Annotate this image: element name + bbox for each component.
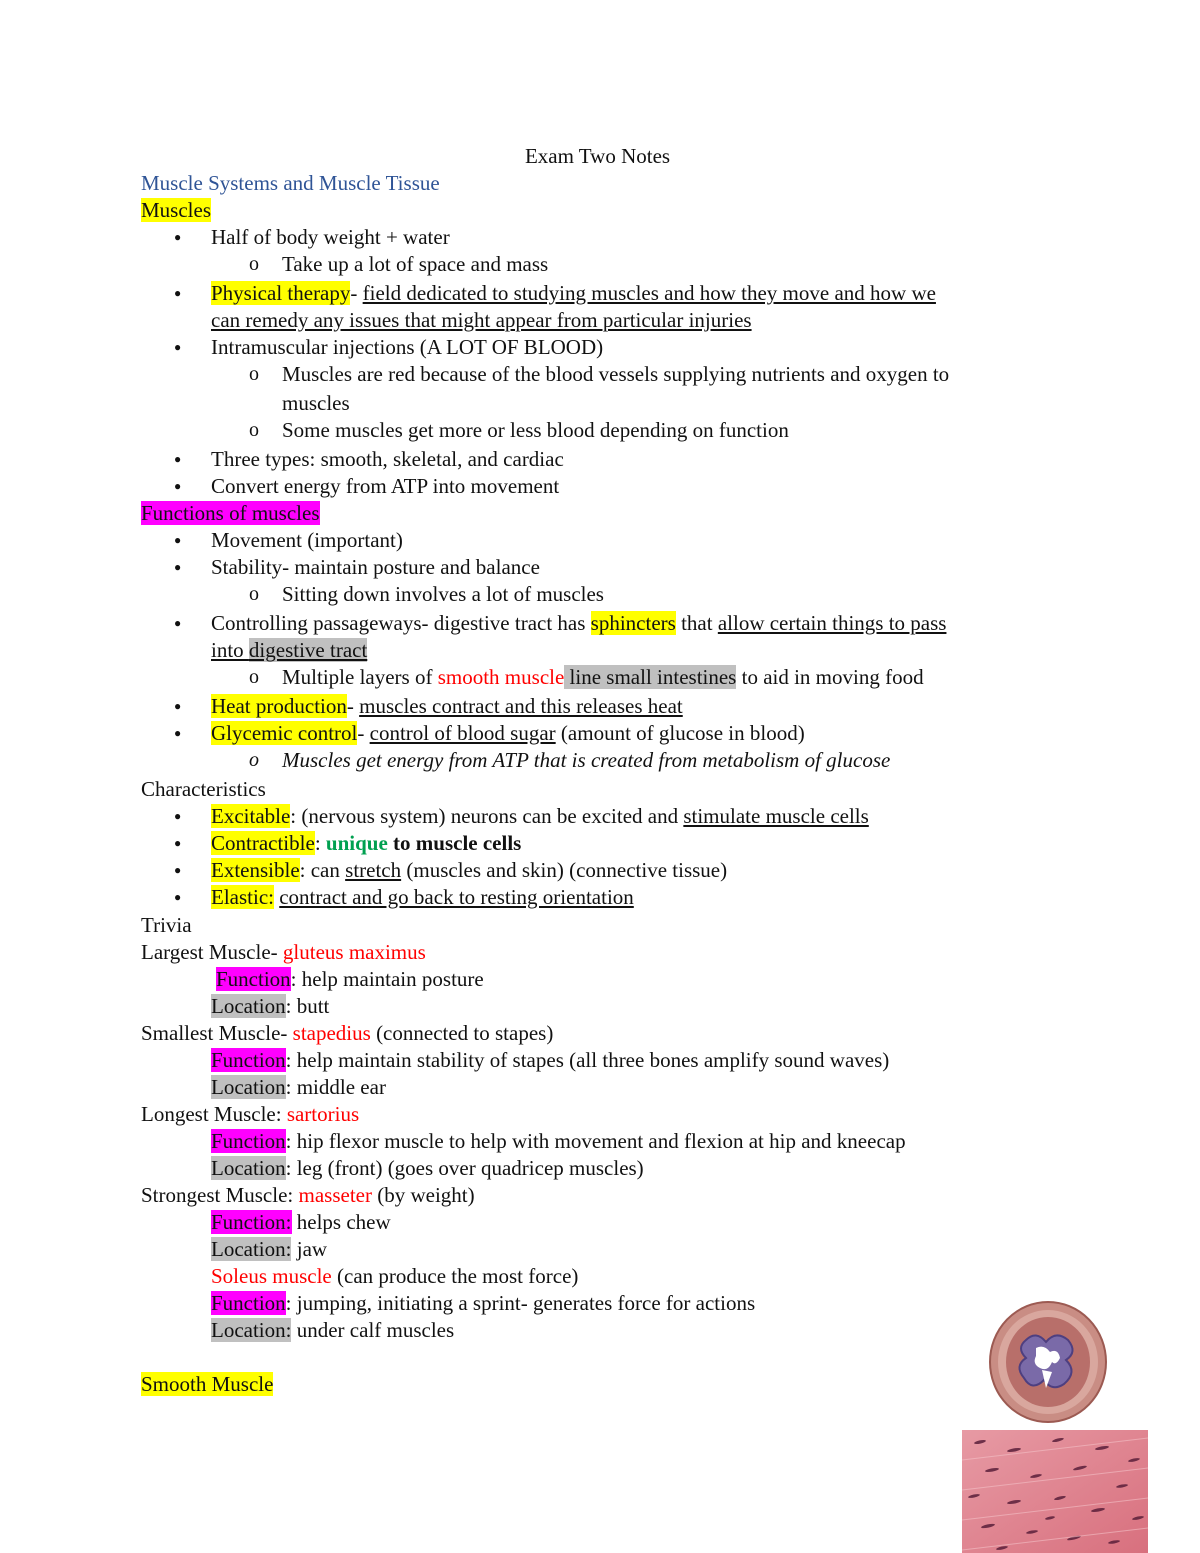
list-item-continuation: can remedy any issues that might appear from particular injuries (211, 308, 752, 332)
soleus-function: Function: jumping, initiating a sprint- generates force for actions (211, 1291, 756, 1315)
list-item: ● Stability- maintain posture and balance (211, 554, 540, 581)
list-item-continuation: muscles (282, 391, 350, 415)
list-item: ● Heat production- muscles contract and this releases heat (211, 693, 683, 720)
smallest-location: Location: middle ear (211, 1075, 386, 1099)
strongest-muscle: Strongest Muscle: masseter (by weight) (141, 1183, 475, 1207)
characteristics-heading: Characteristics (141, 777, 266, 801)
list-item: ● Movement (important) (211, 527, 403, 554)
list-item: o Sitting down involves a lot of muscles (282, 581, 604, 608)
muscles-heading: Muscles (141, 198, 211, 222)
page-title: Exam Two Notes (524, 144, 671, 168)
section-heading: Muscle Systems and Muscle Tissue (141, 171, 440, 195)
largest-location: Location: butt (211, 994, 330, 1018)
smallest-function: Function: help maintain stability of stapes (all three bones amplify sound waves) (211, 1048, 890, 1072)
smooth-muscle-heading: Smooth Muscle (141, 1372, 274, 1396)
list-item: ● Excitable: (nervous system) neurons can be excited and stimulate muscle cells (211, 803, 869, 830)
soleus-location: Location: under calf muscles (211, 1318, 455, 1342)
intestine-cross-section-image (986, 1300, 1110, 1424)
list-item: ● Physical therapy- field dedicated to studying muscles and how they move and how we (211, 280, 936, 307)
longest-muscle: Longest Muscle: sartorius (141, 1102, 360, 1126)
strongest-location: Location: jaw (211, 1237, 328, 1261)
list-item-continuation: into digestive tract (211, 638, 368, 662)
list-item: ● Convert energy from ATP into movement (211, 473, 559, 500)
list-item: ● Three types: smooth, skeletal, and cardiac (211, 446, 564, 473)
list-item: ● Glycemic control- control of blood sugar (amount of glucose in blood) (211, 720, 805, 747)
largest-function: Function: help maintain posture (216, 967, 484, 991)
list-item: ● Controlling passageways- digestive tract has sphincters that allow certain things to pass (211, 610, 946, 637)
list-item: ● Contractible: unique to muscle cells (211, 830, 521, 857)
smallest-muscle: Smallest Muscle- stapedius (connected to stapes) (141, 1021, 554, 1045)
functions-heading: Functions of muscles (141, 501, 320, 525)
soleus-muscle: Soleus muscle (can produce the most force) (211, 1264, 579, 1288)
list-item: ● Intramuscular injections (A LOT OF BLOOD) (211, 334, 603, 361)
list-item: o Some muscles get more or less blood depending on function (282, 417, 789, 444)
smooth-muscle-tissue-image (962, 1430, 1148, 1553)
largest-muscle: Largest Muscle- gluteus maximus (141, 940, 426, 964)
trivia-heading: Trivia (141, 913, 192, 937)
strongest-function: Function: helps chew (211, 1210, 391, 1234)
longest-location: Location: leg (front) (goes over quadricep muscles) (211, 1156, 644, 1180)
list-item: o Multiple layers of smooth muscle line small intestines to aid in moving food (282, 664, 924, 691)
longest-function: Function: hip flexor muscle to help with movement and flexion at hip and kneecap (211, 1129, 906, 1153)
list-item: o Muscles get energy from ATP that is created from metabolism of glucose (282, 747, 890, 774)
list-item: ● Extensible: can stretch (muscles and skin) (connective tissue) (211, 857, 727, 884)
list-item: o Muscles are red because of the blood vessels supplying nutrients and oxygen to (282, 361, 949, 388)
list-item: ● Elastic: contract and go back to resting orientation (211, 884, 634, 911)
list-item: ● Half of body weight + water (211, 224, 450, 251)
list-item: o Take up a lot of space and mass (282, 251, 548, 278)
